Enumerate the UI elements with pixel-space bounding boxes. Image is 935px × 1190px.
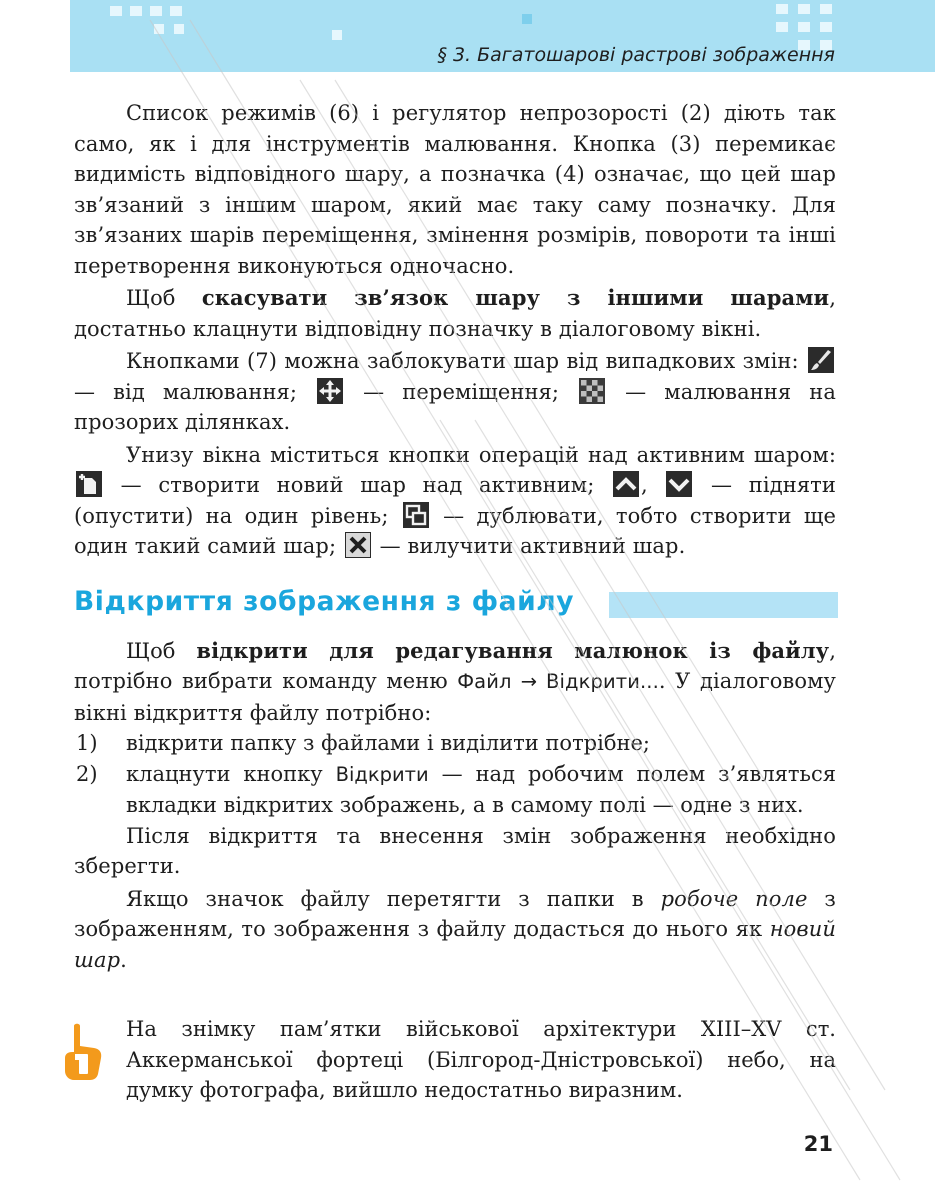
list-number: 1) bbox=[76, 731, 98, 755]
move-lock-icon bbox=[317, 378, 343, 404]
header-decor-square bbox=[174, 24, 184, 34]
header-decor-square bbox=[154, 24, 164, 34]
button-name: Відкрити bbox=[335, 762, 429, 786]
paragraph-text: — вилучити активний шар. bbox=[372, 534, 686, 558]
steps-list bbox=[74, 728, 836, 821]
paragraph-save bbox=[74, 821, 836, 882]
bold-term: відкрити для редагування малюнок із файлу bbox=[196, 637, 830, 663]
brush-lock-icon bbox=[808, 347, 834, 373]
list-number: 2) bbox=[76, 761, 98, 786]
paragraph-text: — дублювати, тобто створити ще один такий самий шар; bbox=[74, 503, 836, 558]
running-head: § 3. Багатошарові растрові зображення bbox=[437, 44, 835, 66]
paragraph-text: . bbox=[120, 947, 127, 972]
paragraph-text: . У діалоговому вікні відкриття файлу потрібно: bbox=[74, 669, 836, 725]
header-decor-square bbox=[798, 4, 810, 14]
section-heading bbox=[74, 584, 836, 630]
header-decor-square bbox=[798, 22, 810, 32]
raise-layer-icon bbox=[613, 471, 639, 497]
paragraph-text: з зображенням, то зображення з файлу додасться до нього як bbox=[74, 886, 836, 941]
header-decor-square bbox=[820, 22, 832, 32]
menu-command: Файл → Відкрити... bbox=[457, 670, 659, 693]
header-decor-square bbox=[170, 6, 182, 16]
lower-layer-icon bbox=[666, 471, 692, 497]
list-item-text: відкрити папку з файлами і виділити потрібне; bbox=[126, 731, 650, 755]
paragraph-layer-operations bbox=[74, 440, 836, 562]
paragraph-open-file bbox=[74, 636, 836, 729]
paragraph-unlink-layers bbox=[74, 283, 836, 344]
paragraph-drag-file bbox=[74, 884, 836, 976]
header-decor-square bbox=[130, 6, 142, 16]
paragraph-text: , достатньо клацнути відповідну позначку в діалоговому вікні. bbox=[74, 286, 836, 341]
section-title: Відкриття зображення з файлу bbox=[74, 585, 575, 617]
paragraph-text: — від малювання; bbox=[74, 379, 316, 404]
list-item bbox=[74, 759, 836, 821]
header-decor-square bbox=[522, 14, 532, 24]
bold-term: скасувати зв’язок шару з іншими шарами bbox=[201, 285, 830, 310]
paragraph-text: — малювання на прозорих ділянках. bbox=[74, 379, 836, 434]
header-decor-square bbox=[776, 4, 788, 14]
page-content bbox=[74, 98, 836, 975]
exercise-note bbox=[60, 1014, 836, 1106]
delete-layer-icon bbox=[345, 532, 371, 558]
new-layer-icon bbox=[76, 471, 102, 497]
paragraph-text: — підняти (опустити) на один рівень; bbox=[74, 473, 836, 528]
paragraph-layers-modes bbox=[74, 98, 836, 281]
list-item-text: клацнути кнопку bbox=[126, 761, 336, 786]
page-number: 21 bbox=[803, 1132, 833, 1156]
note-text: На знімку пам’ятки військової архітектури XIII–XV ст. Аккерманської фортеці (Білгород-Дністровської) небо, на думку фотографа, вийшло недостатньо виразним. bbox=[126, 1017, 836, 1102]
paragraph-text: Кнопками (7) можна заблокувати шар від випадкових змін: bbox=[126, 349, 806, 373]
paragraph-text: , потрібно вибрати команду меню bbox=[74, 638, 836, 693]
list-item bbox=[74, 728, 836, 759]
paragraph-text: , bbox=[641, 473, 665, 497]
paragraph-text: Якщо значок файлу перетягти з папки в bbox=[126, 886, 661, 911]
paragraph-text: Список режимів (6) і регулятор непрозорості (2) діють так само, як і для інструментів малювання. Кнопка (3) перемикає видимість відповідного шару, а позначка (4) означає, що цей шар зв’язаний з іншим шаром, який має таку саму позначку. Для зв’язаних шарів переміщення, змінення розмірів, повороти та інші перетворення виконуються одночасно. bbox=[74, 101, 836, 278]
paragraph-text: Після відкриття та внесення змін зображення необхідно зберегти. bbox=[74, 823, 836, 878]
paragraph-text: — переміщення; bbox=[345, 379, 578, 404]
italic-term: робоче поле bbox=[660, 886, 808, 911]
paragraph-text: — створити новий шар над активним; bbox=[104, 473, 612, 497]
header-decor-square bbox=[332, 30, 342, 40]
paragraph-lock-buttons bbox=[74, 346, 836, 438]
header-decor-square bbox=[776, 22, 788, 32]
paragraph-text: Щоб bbox=[126, 638, 197, 663]
header-decor-square bbox=[110, 6, 122, 16]
header-decor-square bbox=[820, 4, 832, 14]
header-decor-square bbox=[150, 6, 162, 16]
alpha-lock-icon bbox=[579, 378, 605, 404]
list-item-text: — над робочим полем з’являться вкладки відкритих зображень, а в самому полі — одне з них. bbox=[126, 761, 836, 817]
duplicate-layer-icon bbox=[403, 502, 429, 528]
section-title-bar bbox=[609, 592, 838, 618]
hand-pointer-icon bbox=[60, 1022, 104, 1086]
paragraph-text: Щоб bbox=[126, 286, 202, 310]
italic-term: новий шар bbox=[74, 917, 836, 972]
paragraph-text: Унизу вікна міститься кнопки операцій над активним шаром: bbox=[126, 442, 836, 467]
